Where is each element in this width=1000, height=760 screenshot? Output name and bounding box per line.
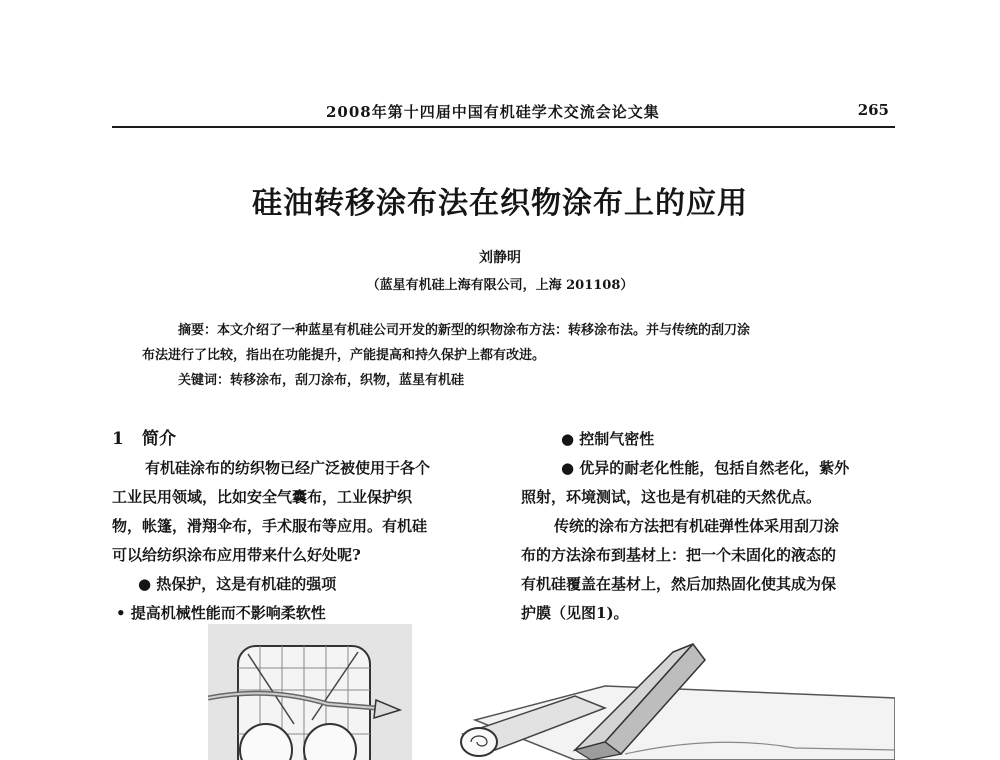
page-number: 265 <box>857 101 889 119</box>
author: 刘静明 <box>479 250 521 266</box>
bullet-item: ● 热保护，这是有机硅的强项 <box>138 575 337 593</box>
paragraph-line: 传统的涂布方法把有机硅弹性体采用刮刀涂 <box>554 517 840 535</box>
figure-fabric-roller-drawing <box>208 624 412 760</box>
paragraph-line: 有机硅覆盖在基材上，然后加热固化使其成为保 <box>521 575 837 593</box>
section-title: 简介 <box>142 429 176 449</box>
header-rule <box>112 126 895 128</box>
abstract <box>142 318 870 368</box>
paragraph-line: 有机硅涂布的纺织物已经广泛被使用于各个 <box>145 459 431 477</box>
bullet-item: ● 优异的耐老化性能，包括自然老化，紫外 <box>561 459 850 477</box>
figure-knife-coating <box>455 638 895 760</box>
abstract-line: 摘要：本文介绍了一种蓝星有机硅公司开发的新型的织物涂布方法：转移涂布法。并与传统的刮刀涂 <box>178 323 751 338</box>
figure-knife-coating-drawing <box>455 638 895 760</box>
paragraph-line: 物，帐篷，滑翔伞布，手术服布等应用。有机硅 <box>112 517 428 535</box>
running-title: 2008年第十四届中国有机硅学术交流会论文集 <box>326 103 660 121</box>
paragraph-line: 护膜（见图1)。 <box>521 604 629 622</box>
affiliation: （蓝星有机硅上海有限公司，上海 201108） <box>366 278 634 293</box>
bullet-item: • 提高机械性能而不影响柔软性 <box>116 604 326 622</box>
left-column <box>112 425 494 628</box>
bullet-item: ● 控制气密性 <box>561 430 655 448</box>
running-header <box>112 101 895 125</box>
paper-title: 硅油转移涂布法在织物涂布上的应用 <box>252 186 748 221</box>
paragraph-line: 工业民用领域，比如安全气囊布，工业保护织 <box>112 488 413 506</box>
figure-fabric-roller <box>208 624 412 760</box>
abstract-line: 布法进行了比较，指出在功能提升，产能提高和持久保护上都有改进。 <box>142 348 546 363</box>
section-number: 1 <box>112 429 124 449</box>
paragraph-line: 可以给纺织涂布应用带来什么好处呢? <box>112 546 361 564</box>
keywords: 关键词：转移涂布，刮刀涂布，织物，蓝星有机硅 <box>178 373 465 388</box>
paragraph-line: 照射，环境测试，这也是有机硅的天然优点。 <box>521 488 822 506</box>
right-column <box>521 425 901 628</box>
paragraph-line: 布的方法涂布到基材上：把一个未固化的液态的 <box>521 546 837 564</box>
section-heading <box>112 425 494 454</box>
